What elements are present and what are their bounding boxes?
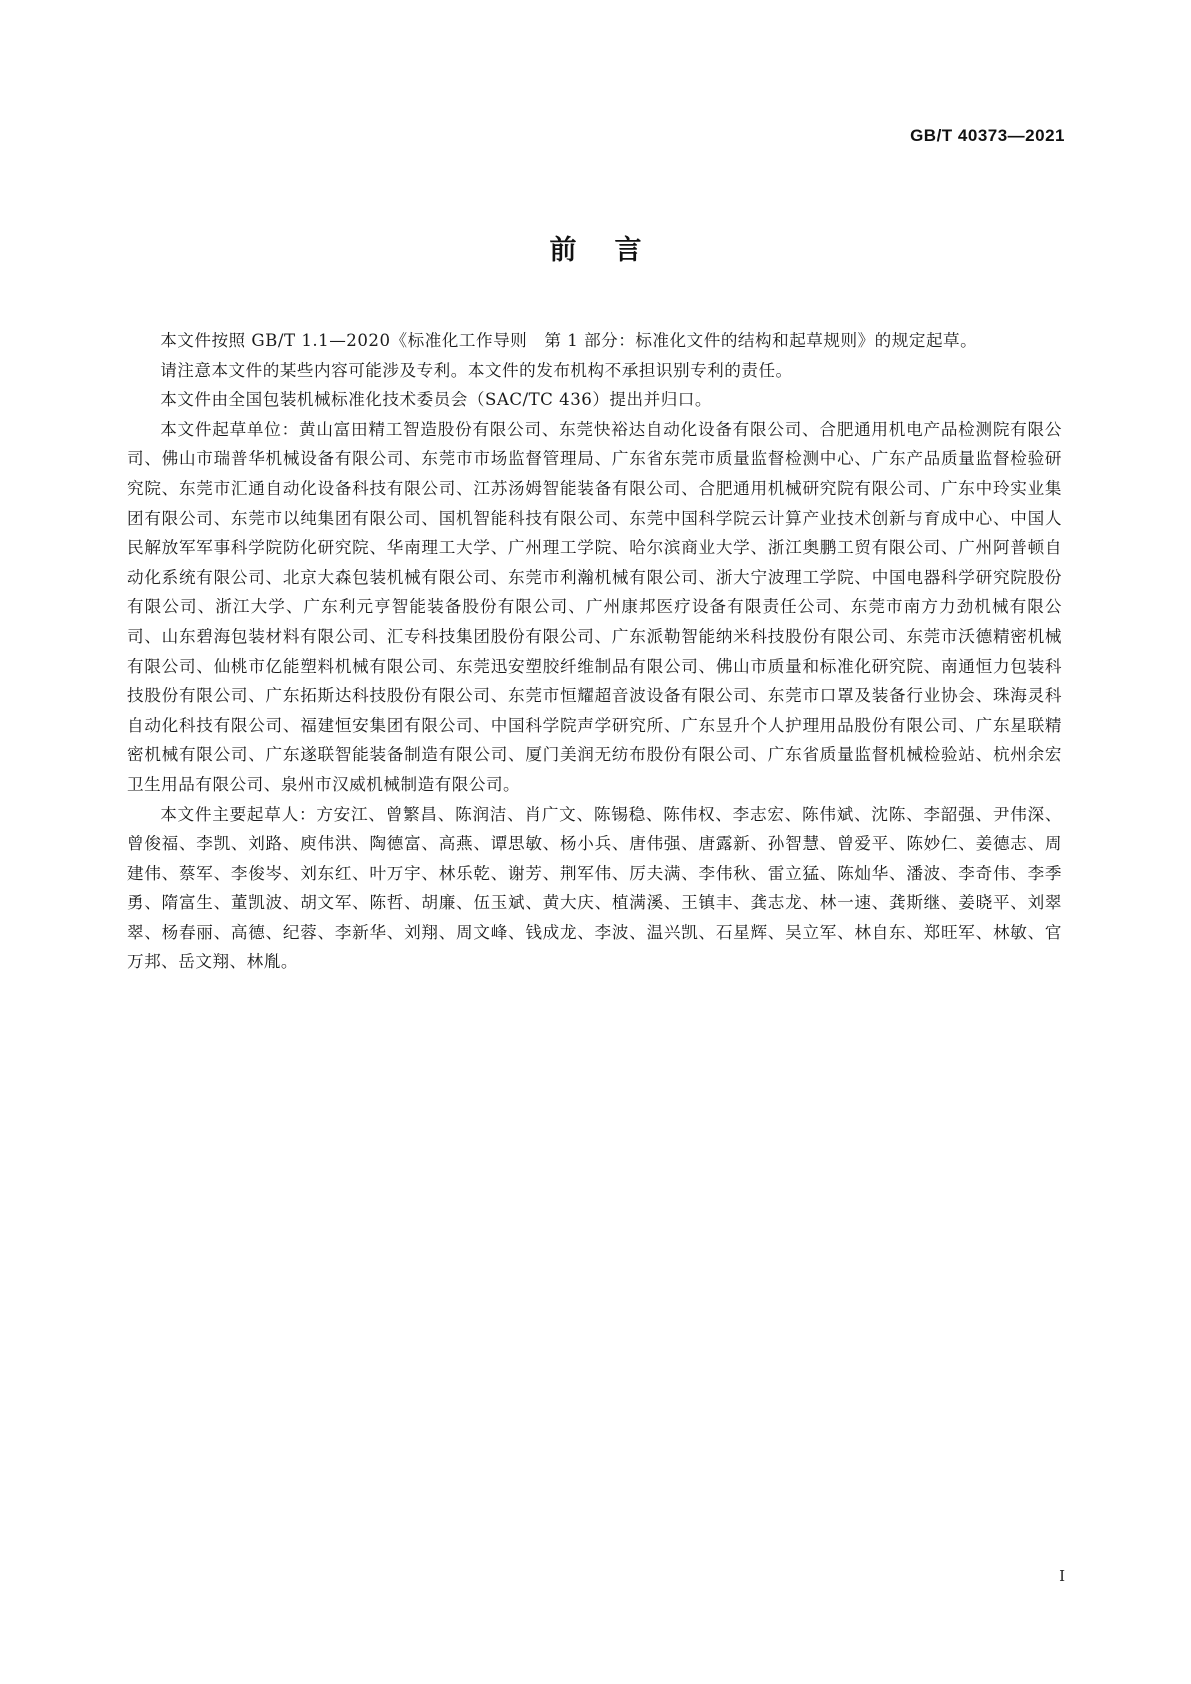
paragraph-drafting-rules: 本文件按照 GB/T 1.1—2020《标准化工作导则 第 1 部分：标准化文件的结构和起草规则》的规定起草。 (160, 331, 978, 350)
foreword-body (127, 326, 1062, 977)
page-title: 前言 (549, 235, 680, 266)
paragraph-proposer: 本文件由全国包装机械标准化技术委员会（SAC/TC 436）提出并归口。 (160, 390, 712, 410)
standard-number: GB/T 40373—2021 (910, 126, 1065, 145)
paragraph-drafters: 本文件主要起草人：方安江、曾繁昌、陈润洁、肖广文、陈锡稳、陈伟权、李志宏、陈伟斌、沈陈、李韶强、尹伟深、曾俊福、李凯、刘路、庾伟洪、陶德富、高燕、谭思敏、杨小兵、唐伟强、唐露新、孙智慧、曾爱平、陈妙仁、姜德志、周建伟、蔡军、李俊岑、刘东红、叶万宇、林乐乾、谢芳、荆军伟、厉夫满、李伟秋、雷立猛、陈灿华、潘波、李奇伟、李季勇、隋富生、董凯波、胡文军、陈哲、胡廉、伍玉斌、黄大庆、植满溪、王镇丰、龚志龙、林一速、龚斯继、姜晓平、刘翠翠、杨春丽、高德、纪蓉、李新华、刘翔、周文峰、钱成龙、李波、温兴凯、石星辉、吴立军、林自东、郑旺军、林敏、官万邦、岳文翔、林胤。 (127, 804, 1062, 972)
paragraph-drafting-units: 本文件起草单位：黄山富田精工智造股份有限公司、东莞快裕达自动化设备有限公司、合肥通用机电产品检测院有限公司、佛山市瑞普华机械设备有限公司、东莞市市场监督管理局、广东省东莞市质量监督检测中心、广东产品质量监督检验研究院、东莞市汇通自动化设备科技有限公司、江苏汤姆智能装备有限公司、合肥通用机械研究院有限公司、广东中玲实业集团有限公司、东莞市以纯集团有限公司、国机智能科技有限公司、东莞中国科学院云计算产业技术创新与育成中心、中国人民解放军军事科学院防化研究院、华南理工大学、广州理工学院、哈尔滨商业大学、浙江奥鹏工贸有限公司、广州阿普顿自动化系统有限公司、北京大森包装机械有限公司、东莞市利瀚机械有限公司、浙大宁波理工学院、中国电器科学研究院股份有限公司、浙江大学、广东利元亨智能装备股份有限公司、广州康邦医疗设备有限责任公司、东莞市南方力劲机械有限公司、山东碧海包装材料有限公司、汇专科技集团股份有限公司、广东派勒智能纳米科技股份有限公司、东莞市沃德精密机械有限公司、仙桃市亿能塑料机械有限公司、东莞迅安塑胶纤维制品有限公司、佛山市质量和标准化研究院、南通恒力包装科技股份有限公司、广东拓斯达科技股份有限公司、东莞市恒耀超音波设备有限公司、东莞市口罩及装备行业协会、珠海灵科自动化科技有限公司、福建恒安集团有限公司、中国科学院声学研究所、广东昱升个人护理用品股份有限公司、广东星联精密机械有限公司、广东遂联智能装备制造有限公司、厦门美润无纺布股份有限公司、广东省质量监督机械检验站、杭州余宏卫生用品有限公司、泉州市汉威机械制造有限公司。 (127, 419, 1062, 794)
paragraph-patent-notice: 请注意本文件的某些内容可能涉及专利。本文件的发布机构不承担识别专利的责任。 (160, 360, 793, 380)
page-number: I (1059, 1567, 1065, 1585)
